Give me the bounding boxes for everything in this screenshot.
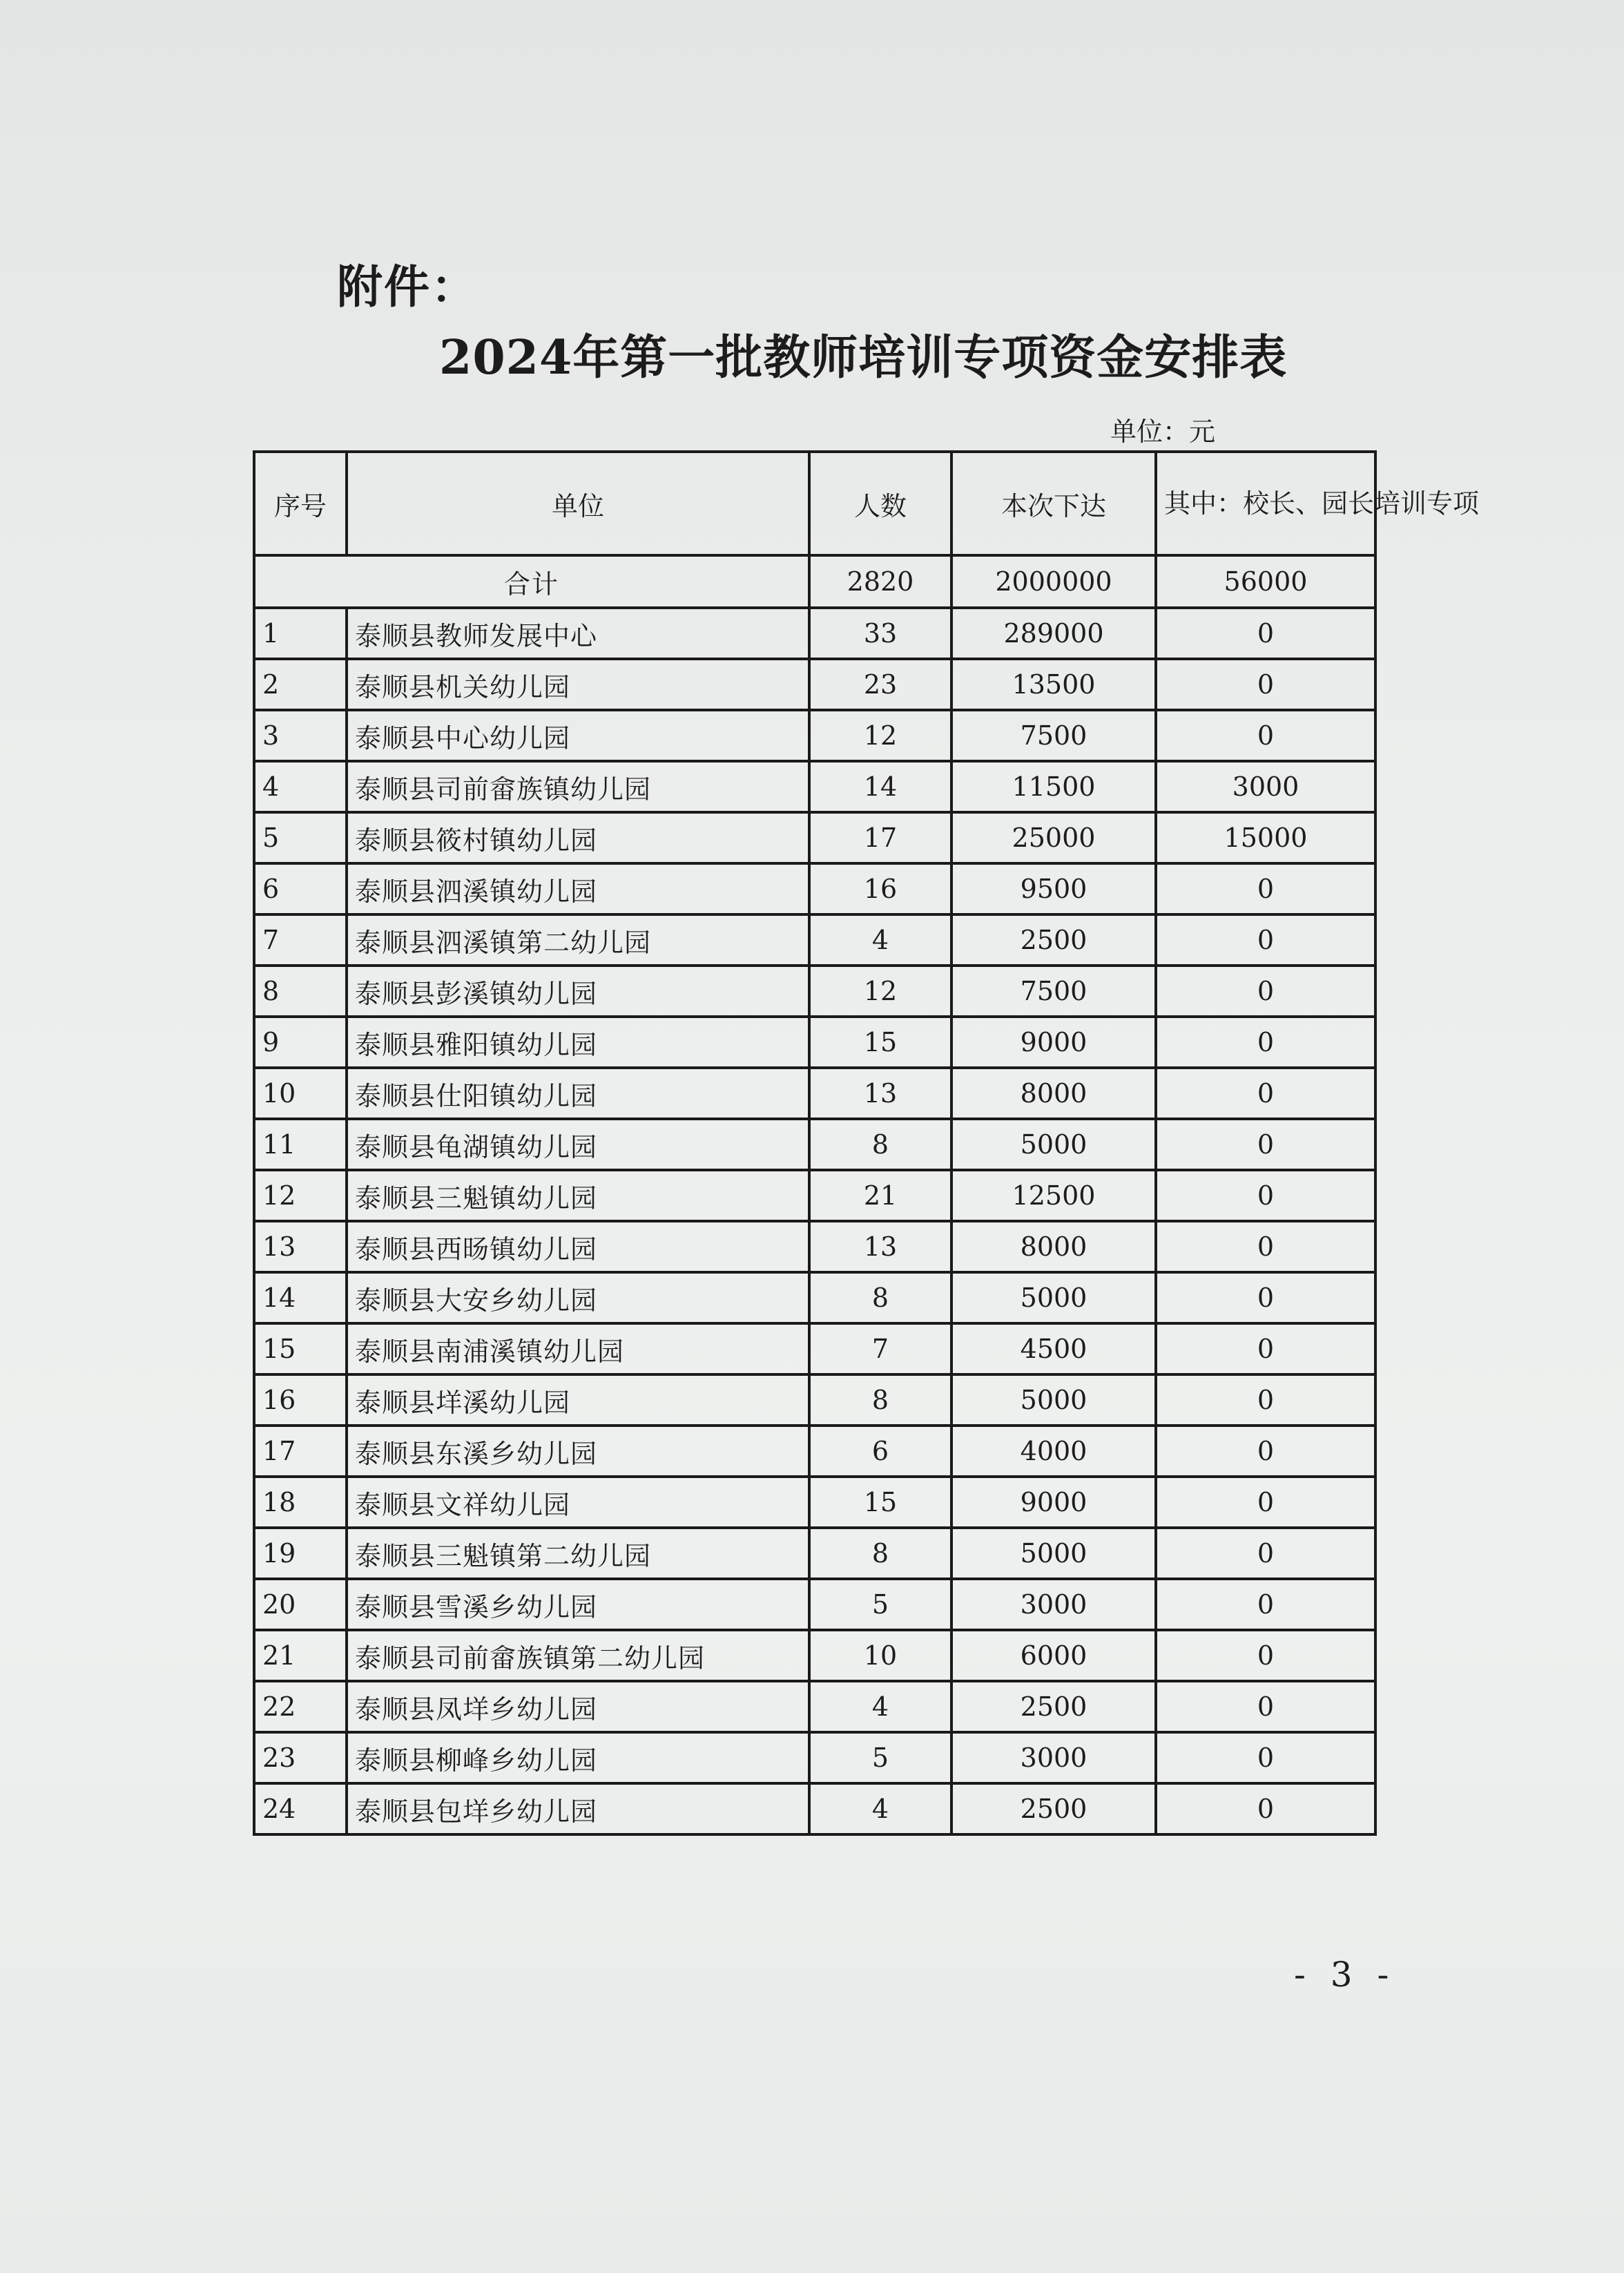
row-unit: 泰顺县泗溪镇第二幼儿园 xyxy=(347,914,809,966)
page-number: - 3 - xyxy=(1294,1955,1396,1995)
row-unit: 泰顺县仕阳镇幼儿园 xyxy=(347,1068,809,1119)
unit-note: 单位：元 xyxy=(1110,416,1216,447)
table-row xyxy=(254,1681,1375,1732)
row-principal: 0 xyxy=(1156,1528,1375,1579)
row-index: 14 xyxy=(254,1272,347,1323)
table-row xyxy=(254,1221,1375,1272)
row-principal: 0 xyxy=(1156,659,1375,710)
row-people: 5 xyxy=(809,1579,951,1630)
row-principal: 0 xyxy=(1156,1681,1375,1732)
row-principal: 3000 xyxy=(1156,761,1375,812)
row-index: 21 xyxy=(254,1630,347,1681)
table-row xyxy=(254,863,1375,914)
table-row xyxy=(254,710,1375,761)
table-row xyxy=(254,966,1375,1017)
attachment-label: 附件： xyxy=(337,260,478,314)
header-amount: 本次下达 xyxy=(951,452,1156,555)
row-amount: 25000 xyxy=(951,812,1156,863)
row-unit: 泰顺县龟湖镇幼儿园 xyxy=(347,1119,809,1170)
row-amount: 3000 xyxy=(951,1732,1156,1783)
row-people: 5 xyxy=(809,1732,951,1783)
row-amount: 5000 xyxy=(951,1119,1156,1170)
row-index: 6 xyxy=(254,863,347,914)
row-principal: 0 xyxy=(1156,1119,1375,1170)
row-index: 20 xyxy=(254,1579,347,1630)
row-people: 10 xyxy=(809,1630,951,1681)
row-principal: 0 xyxy=(1156,608,1375,659)
row-unit: 泰顺县雪溪乡幼儿园 xyxy=(347,1579,809,1630)
row-unit: 泰顺县筱村镇幼儿园 xyxy=(347,812,809,863)
row-unit: 泰顺县垟溪幼儿园 xyxy=(347,1374,809,1426)
row-principal: 0 xyxy=(1156,1017,1375,1068)
table-row xyxy=(254,1477,1375,1528)
table-row xyxy=(254,1528,1375,1579)
row-unit: 泰顺县柳峰乡幼儿园 xyxy=(347,1732,809,1783)
row-index: 16 xyxy=(254,1374,347,1426)
header-row xyxy=(254,452,1375,555)
row-index: 4 xyxy=(254,761,347,812)
row-people: 15 xyxy=(809,1477,951,1528)
table-row xyxy=(254,1119,1375,1170)
row-people: 7 xyxy=(809,1323,951,1374)
table-row xyxy=(254,1630,1375,1681)
row-principal: 0 xyxy=(1156,1630,1375,1681)
row-amount: 9500 xyxy=(951,863,1156,914)
total-principal: 56000 xyxy=(1156,555,1375,608)
total-label: 合计 xyxy=(254,555,809,608)
row-people: 8 xyxy=(809,1374,951,1426)
row-unit: 泰顺县司前畲族镇幼儿园 xyxy=(347,761,809,812)
table-row xyxy=(254,1323,1375,1374)
row-index: 13 xyxy=(254,1221,347,1272)
row-unit: 泰顺县大安乡幼儿园 xyxy=(347,1272,809,1323)
row-principal: 0 xyxy=(1156,914,1375,966)
table-row xyxy=(254,1170,1375,1221)
row-people: 4 xyxy=(809,1783,951,1834)
row-principal: 15000 xyxy=(1156,812,1375,863)
row-people: 13 xyxy=(809,1221,951,1272)
table-row xyxy=(254,761,1375,812)
row-unit: 泰顺县中心幼儿园 xyxy=(347,710,809,761)
row-people: 12 xyxy=(809,710,951,761)
row-people: 8 xyxy=(809,1272,951,1323)
table-row xyxy=(254,1068,1375,1119)
row-amount: 5000 xyxy=(951,1528,1156,1579)
row-index: 3 xyxy=(254,710,347,761)
row-people: 6 xyxy=(809,1426,951,1477)
total-amount: 2000000 xyxy=(951,555,1156,608)
row-unit: 泰顺县包垟乡幼儿园 xyxy=(347,1783,809,1834)
row-unit: 泰顺县彭溪镇幼儿园 xyxy=(347,966,809,1017)
row-people: 33 xyxy=(809,608,951,659)
row-index: 24 xyxy=(254,1783,347,1834)
row-unit: 泰顺县文祥幼儿园 xyxy=(347,1477,809,1528)
table-row xyxy=(254,1374,1375,1426)
row-people: 17 xyxy=(809,812,951,863)
table-row xyxy=(254,914,1375,966)
row-amount: 4000 xyxy=(951,1426,1156,1477)
row-unit: 泰顺县三魁镇第二幼儿园 xyxy=(347,1528,809,1579)
row-principal: 0 xyxy=(1156,1426,1375,1477)
row-index: 1 xyxy=(254,608,347,659)
row-index: 5 xyxy=(254,812,347,863)
row-amount: 13500 xyxy=(951,659,1156,710)
table-row xyxy=(254,1732,1375,1783)
row-amount: 5000 xyxy=(951,1272,1156,1323)
row-index: 9 xyxy=(254,1017,347,1068)
row-amount: 12500 xyxy=(951,1170,1156,1221)
row-index: 8 xyxy=(254,966,347,1017)
header-people: 人数 xyxy=(809,452,951,555)
row-principal: 0 xyxy=(1156,1068,1375,1119)
row-unit: 泰顺县南浦溪镇幼儿园 xyxy=(347,1323,809,1374)
table-row xyxy=(254,608,1375,659)
row-index: 12 xyxy=(254,1170,347,1221)
row-principal: 0 xyxy=(1156,1477,1375,1528)
table-row xyxy=(254,812,1375,863)
row-amount: 11500 xyxy=(951,761,1156,812)
row-unit: 泰顺县教师发展中心 xyxy=(347,608,809,659)
row-amount: 2500 xyxy=(951,1681,1156,1732)
row-principal: 0 xyxy=(1156,710,1375,761)
row-people: 12 xyxy=(809,966,951,1017)
row-people: 23 xyxy=(809,659,951,710)
row-principal: 0 xyxy=(1156,863,1375,914)
row-index: 17 xyxy=(254,1426,347,1477)
row-index: 23 xyxy=(254,1732,347,1783)
header-index: 序号 xyxy=(254,452,347,555)
row-unit: 泰顺县机关幼儿园 xyxy=(347,659,809,710)
total-people: 2820 xyxy=(809,555,951,608)
row-people: 16 xyxy=(809,863,951,914)
row-index: 10 xyxy=(254,1068,347,1119)
row-people: 8 xyxy=(809,1528,951,1579)
row-index: 18 xyxy=(254,1477,347,1528)
allocation-table xyxy=(253,450,1480,1836)
row-amount: 289000 xyxy=(951,608,1156,659)
row-principal: 0 xyxy=(1156,1323,1375,1374)
row-principal: 0 xyxy=(1156,966,1375,1017)
document-title: 2024年第一批教师培训专项资金安排表 xyxy=(439,330,1288,385)
table-row xyxy=(254,1426,1375,1477)
row-index: 19 xyxy=(254,1528,347,1579)
row-unit: 泰顺县三魁镇幼儿园 xyxy=(347,1170,809,1221)
row-amount: 7500 xyxy=(951,710,1156,761)
table-row xyxy=(254,659,1375,710)
row-principal: 0 xyxy=(1156,1579,1375,1630)
row-principal: 0 xyxy=(1156,1170,1375,1221)
row-amount: 2500 xyxy=(951,914,1156,966)
row-amount: 8000 xyxy=(951,1068,1156,1119)
row-amount: 3000 xyxy=(951,1579,1156,1630)
row-people: 15 xyxy=(809,1017,951,1068)
row-principal: 0 xyxy=(1156,1783,1375,1834)
row-index: 7 xyxy=(254,914,347,966)
row-amount: 5000 xyxy=(951,1374,1156,1426)
table-row xyxy=(254,1272,1375,1323)
row-amount: 9000 xyxy=(951,1017,1156,1068)
total-row xyxy=(254,555,1375,608)
table-row xyxy=(254,1017,1375,1068)
row-principal: 0 xyxy=(1156,1221,1375,1272)
row-people: 8 xyxy=(809,1119,951,1170)
row-people: 4 xyxy=(809,1681,951,1732)
row-index: 11 xyxy=(254,1119,347,1170)
table-row xyxy=(254,1579,1375,1630)
row-people: 14 xyxy=(809,761,951,812)
row-principal: 0 xyxy=(1156,1374,1375,1426)
row-unit: 泰顺县雅阳镇幼儿园 xyxy=(347,1017,809,1068)
row-index: 22 xyxy=(254,1681,347,1732)
row-unit: 泰顺县泗溪镇幼儿园 xyxy=(347,863,809,914)
row-people: 4 xyxy=(809,914,951,966)
row-index: 2 xyxy=(254,659,347,710)
header-unit: 单位 xyxy=(347,452,809,555)
row-principal: 0 xyxy=(1156,1732,1375,1783)
header-principal: 其中：校长、园长培训专项 xyxy=(1156,452,1375,555)
row-amount: 6000 xyxy=(951,1630,1156,1681)
row-amount: 7500 xyxy=(951,966,1156,1017)
row-unit: 泰顺县司前畲族镇第二幼儿园 xyxy=(347,1630,809,1681)
row-amount: 8000 xyxy=(951,1221,1156,1272)
table-row xyxy=(254,1783,1375,1834)
row-amount: 4500 xyxy=(951,1323,1156,1374)
row-amount: 9000 xyxy=(951,1477,1156,1528)
row-amount: 2500 xyxy=(951,1783,1156,1834)
row-principal: 0 xyxy=(1156,1272,1375,1323)
row-unit: 泰顺县东溪乡幼儿园 xyxy=(347,1426,809,1477)
row-people: 21 xyxy=(809,1170,951,1221)
row-index: 15 xyxy=(254,1323,347,1374)
row-people: 13 xyxy=(809,1068,951,1119)
row-unit: 泰顺县西旸镇幼儿园 xyxy=(347,1221,809,1272)
row-unit: 泰顺县凤垟乡幼儿园 xyxy=(347,1681,809,1732)
